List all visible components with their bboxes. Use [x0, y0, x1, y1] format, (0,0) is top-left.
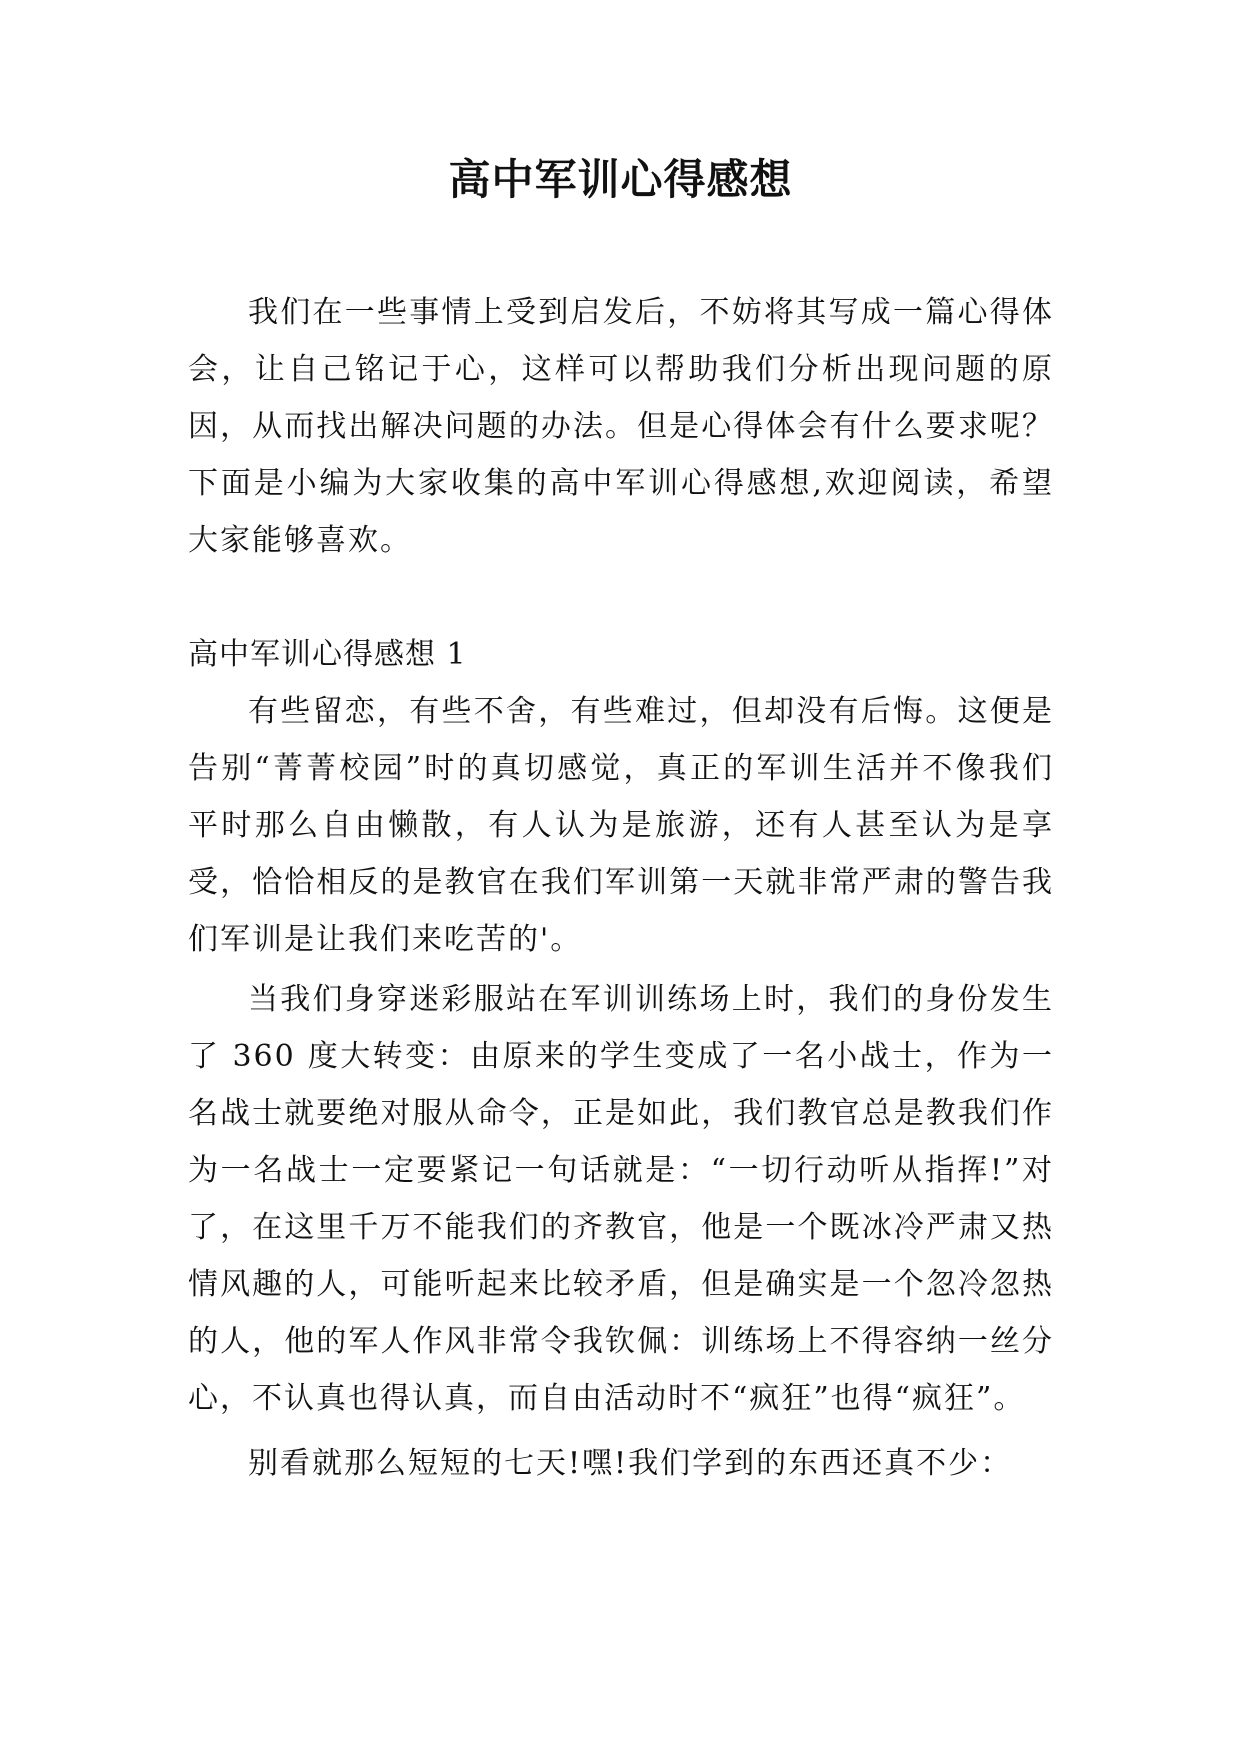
document-title: 高中军训心得感想 — [448, 155, 793, 204]
paragraph-spacer — [188, 569, 1054, 626]
document-body — [188, 284, 1054, 1492]
body-paragraph-3: 别看就那么短短的七天!嘿!我们学到的东西还真不少： — [248, 1446, 1013, 1481]
intro-paragraph: 我们在一些事情上受到启发后，不妨将其写成一篇心得体会，让自己铭记于心，这样可以帮助我们分析出现问题的原因，从而找出解决问题的办法。但是心得体会有什么要求呢？下面是小编为大家收集的高中军训心得感想,欢迎阅读，希望大家能够喜欢。 — [188, 295, 1054, 558]
body-paragraph-1: 有些留恋，有些不舍，有些难过，但却没有后悔。这便是告别“菁菁校园”时的真切感觉，真正的军训生活并不像我们平时那么自由懒散，有人认为是旅游，还有人甚至认为是享受，恰恰相反的是教官在我们军训第一天就非常严肃的警告我们军训是让我们来吃苦的'。 — [188, 694, 1054, 957]
section-heading: 高中军训心得感想 1 — [188, 637, 467, 672]
body-paragraph-2: 当我们身穿迷彩服站在军训训练场上时，我们的身份发生了 360 度大转变：由原来的学生变成了一名小战士，作为一名战士就要绝对服从命令，正是如此，我们教官总是教我们作为一名战士一定要紧记一句话就是：“一切行动听从指挥!”对了，在这里千万不能我们的齐教官，他是一个既冰冷严肃又热情风趣的人，可能听起来比较矛盾，但是确实是一个忽冷忽热的人，他的军人作风非常令我钦佩：训练场上不得容纳一丝分心，不认真也得认真，而自由活动时不“疯狂”也得“疯狂”。 — [188, 982, 1054, 1416]
